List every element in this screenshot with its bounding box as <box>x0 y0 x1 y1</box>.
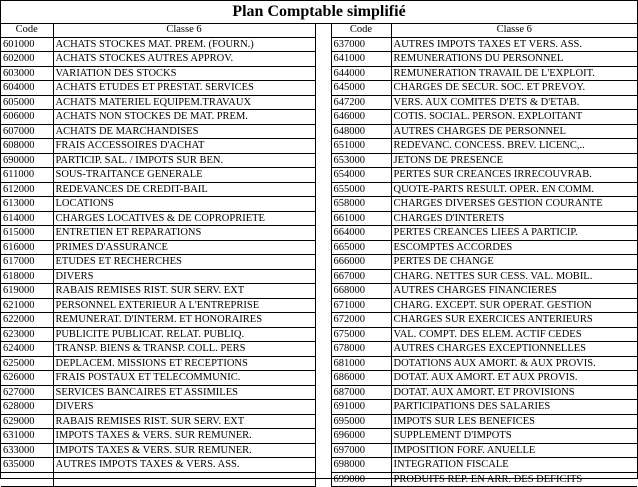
left-account-label: AUTRES IMPOTS TAXES & VERS. ASS. <box>53 458 315 473</box>
table-row <box>1 443 637 458</box>
column-gap <box>315 153 331 168</box>
table-row <box>1 211 637 226</box>
header-row <box>1 23 637 37</box>
left-account-code: 607000 <box>1 124 53 139</box>
accounts-table <box>1 23 637 487</box>
left-account-label: ACHATS STOCKES AUTRES APPROV. <box>53 52 315 67</box>
column-gap <box>315 443 331 458</box>
left-account-code: 603000 <box>1 66 53 81</box>
table-row <box>1 313 637 328</box>
right-classe-header: Classe 6 <box>391 23 637 37</box>
table-row <box>1 458 637 473</box>
column-gap <box>315 37 331 52</box>
left-account-code: 618000 <box>1 269 53 284</box>
right-account-code: 667000 <box>331 269 391 284</box>
column-gap <box>315 110 331 125</box>
right-account-label: JETONS DE PRESENCE <box>391 153 637 168</box>
table-row <box>1 95 637 110</box>
right-account-label: COTIS. SOCIAL. PERSON. EXPLOITANT <box>391 110 637 125</box>
right-account-code: 653000 <box>331 153 391 168</box>
right-account-code: 646000 <box>331 110 391 125</box>
right-account-code: 698000 <box>331 458 391 473</box>
left-account-code: 625000 <box>1 356 53 371</box>
column-gap <box>315 81 331 96</box>
page-title: Plan Comptable simplifié <box>1 1 637 24</box>
left-account-code: 617000 <box>1 255 53 270</box>
table-row <box>1 182 637 197</box>
right-account-label: REMUNERATIONS DU PERSONNEL <box>391 52 637 67</box>
left-account-code: 626000 <box>1 371 53 386</box>
left-account-code: 690000 <box>1 153 53 168</box>
table-row <box>1 226 637 241</box>
column-gap <box>315 298 331 313</box>
table-row <box>1 124 637 139</box>
right-account-code: 695000 <box>331 414 391 429</box>
column-gap <box>315 371 331 386</box>
left-account-label: PRIMES D'ASSURANCE <box>53 240 315 255</box>
left-account-code <box>1 472 53 487</box>
right-account-code: 648000 <box>331 124 391 139</box>
left-account-label: ACHATS DE MARCHANDISES <box>53 124 315 139</box>
column-gap <box>315 168 331 183</box>
right-account-label: DOTAT. AUX AMORT. ET AUX PROVIS. <box>391 371 637 386</box>
right-account-label: CHARGES DIVERSES GESTION COURANTE <box>391 197 637 212</box>
left-account-code: 623000 <box>1 327 53 342</box>
left-account-label: VARIATION DES STOCKS <box>53 66 315 81</box>
table-row <box>1 153 637 168</box>
right-code-header: Code <box>331 23 391 37</box>
left-account-label: REMUNERAT. D'INTERM. ET HONORAIRES <box>53 313 315 328</box>
table-row <box>1 284 637 299</box>
left-account-label: FRAIS POSTAUX ET TELECOMMUNIC. <box>53 371 315 386</box>
right-account-code: 675000 <box>331 327 391 342</box>
left-account-code: 615000 <box>1 226 53 241</box>
left-account-code: 624000 <box>1 342 53 357</box>
left-account-label: ACHATS ETUDES ET PRESTAT. SERVICES <box>53 81 315 96</box>
right-account-label: PERTES DE CHANGE <box>391 255 637 270</box>
column-gap <box>315 139 331 154</box>
table-row <box>1 298 637 313</box>
column-gap <box>315 385 331 400</box>
left-account-label: SOUS-TRAITANCE GENERALE <box>53 168 315 183</box>
column-gap <box>315 197 331 212</box>
right-account-code: 686000 <box>331 371 391 386</box>
right-account-code: 681000 <box>331 356 391 371</box>
left-account-label: SERVICES BANCAIRES ET ASSIMILES <box>53 385 315 400</box>
left-account-label: LOCATIONS <box>53 197 315 212</box>
left-account-label: REDEVANCES DE CREDIT-BAIL <box>53 182 315 197</box>
left-account-label: PARTICIP. SAL. / IMPOTS SUR BEN. <box>53 153 315 168</box>
column-gap <box>315 472 331 487</box>
left-account-label: DIVERS <box>53 400 315 415</box>
left-account-code: 608000 <box>1 139 53 154</box>
right-account-label: IMPOTS SUR LES BENEFICES <box>391 414 637 429</box>
left-account-label: ACHATS NON STOCKES DE MAT. PREM. <box>53 110 315 125</box>
right-account-code: 665000 <box>331 240 391 255</box>
left-account-label: IMPOTS TAXES & VERS. SUR REMUNER. <box>53 443 315 458</box>
right-account-label: CHARGES D'INTERETS <box>391 211 637 226</box>
table-row <box>1 342 637 357</box>
right-account-code: 647200 <box>331 95 391 110</box>
right-account-label: AUTRES IMPOTS TAXES ET VERS. ASS. <box>391 37 637 52</box>
table-row <box>1 327 637 342</box>
right-account-code: 671000 <box>331 298 391 313</box>
column-gap <box>315 458 331 473</box>
right-account-code: 696000 <box>331 429 391 444</box>
right-account-code: 691000 <box>331 400 391 415</box>
column-gap <box>315 23 331 37</box>
right-account-label: PRODUITS REP. EN ARR. DES DEFICITS <box>391 472 637 487</box>
table-row <box>1 472 637 487</box>
column-gap <box>315 240 331 255</box>
column-gap <box>315 226 331 241</box>
right-account-code: 687000 <box>331 385 391 400</box>
column-gap <box>315 211 331 226</box>
left-account-label: ETUDES ET RECHERCHES <box>53 255 315 270</box>
right-account-label: AUTRES CHARGES FINANCIERES <box>391 284 637 299</box>
left-classe-header: Classe 6 <box>53 23 315 37</box>
right-account-label: PERTES CREANCES LIEES A PARTICIP. <box>391 226 637 241</box>
left-account-code: 629000 <box>1 414 53 429</box>
right-account-code: 644000 <box>331 66 391 81</box>
left-account-label <box>53 472 315 487</box>
column-gap <box>315 66 331 81</box>
right-account-label: AUTRES CHARGES EXCEPTIONNELLES <box>391 342 637 357</box>
column-gap <box>315 124 331 139</box>
left-account-code: 633000 <box>1 443 53 458</box>
left-account-code: 621000 <box>1 298 53 313</box>
right-account-code: 697000 <box>331 443 391 458</box>
left-account-code: 611000 <box>1 168 53 183</box>
left-account-label: PERSONNEL EXTERIEUR A L'ENTREPRISE <box>53 298 315 313</box>
left-code-header: Code <box>1 23 53 37</box>
right-account-code: 664000 <box>331 226 391 241</box>
right-account-code: 645000 <box>331 81 391 96</box>
left-account-label: FRAIS ACCESSOIRES D'ACHAT <box>53 139 315 154</box>
right-account-code: 678000 <box>331 342 391 357</box>
left-account-code: 612000 <box>1 182 53 197</box>
table-row <box>1 110 637 125</box>
right-account-label: IMPOSITION FORF. ANUELLE <box>391 443 637 458</box>
column-gap <box>315 429 331 444</box>
left-account-code: 601000 <box>1 37 53 52</box>
table-row <box>1 429 637 444</box>
right-account-code: 655000 <box>331 182 391 197</box>
table-row <box>1 197 637 212</box>
right-account-label: REDEVANC. CONCESS. BREV. LICENC,.. <box>391 139 637 154</box>
left-account-code: 606000 <box>1 110 53 125</box>
right-account-code: 637000 <box>331 37 391 52</box>
left-account-code: 614000 <box>1 211 53 226</box>
column-gap <box>315 356 331 371</box>
column-gap <box>315 327 331 342</box>
left-account-label: ACHATS MATERIEL EQUIPEM.TRAVAUX <box>53 95 315 110</box>
right-account-code: 654000 <box>331 168 391 183</box>
table-row <box>1 356 637 371</box>
column-gap <box>315 255 331 270</box>
table-row <box>1 400 637 415</box>
left-account-code: 622000 <box>1 313 53 328</box>
right-account-code: 658000 <box>331 197 391 212</box>
right-account-label: CHARGES SUR EXERCICES ANTERIEURS <box>391 313 637 328</box>
right-account-code: 661000 <box>331 211 391 226</box>
right-account-label: ESCOMPTES ACCORDES <box>391 240 637 255</box>
left-account-code: 635000 <box>1 458 53 473</box>
table-row <box>1 240 637 255</box>
right-account-code: 651000 <box>331 139 391 154</box>
left-account-code: 631000 <box>1 429 53 444</box>
right-account-label: PARTICIPATIONS DES SALARIES <box>391 400 637 415</box>
left-account-label: CHARGES LOCATIVES & DE COPROPRIETE <box>53 211 315 226</box>
left-account-label: RABAIS REMISES RIST. SUR SERV. EXT <box>53 284 315 299</box>
right-account-label: VERS. AUX COMITES D'ETS & D'ETAB. <box>391 95 637 110</box>
right-account-label: REMUNERATION TRAVAIL DE L'EXPLOIT. <box>391 66 637 81</box>
column-gap <box>315 284 331 299</box>
left-account-label: DIVERS <box>53 269 315 284</box>
table-row <box>1 269 637 284</box>
table-row <box>1 168 637 183</box>
right-account-code: 641000 <box>331 52 391 67</box>
right-account-label: PERTES SUR CREANCES IRRECOUVRAB. <box>391 168 637 183</box>
left-account-code: 613000 <box>1 197 53 212</box>
right-account-label: CHARGES DE SECUR. SOC. ET PREVOY. <box>391 81 637 96</box>
table-row <box>1 371 637 386</box>
column-gap <box>315 400 331 415</box>
left-account-label: ACHATS STOCKES MAT. PREM. (FOURN.) <box>53 37 315 52</box>
left-account-code: 628000 <box>1 400 53 415</box>
left-account-label: RABAIS REMISES RIST. SUR SERV. EXT <box>53 414 315 429</box>
right-account-label: VAL. COMPT. DES ELEM. ACTIF CEDES <box>391 327 637 342</box>
right-account-label: CHARG. EXCEPT. SUR OPERAT. GESTION <box>391 298 637 313</box>
column-gap <box>315 313 331 328</box>
table-row <box>1 81 637 96</box>
column-gap <box>315 182 331 197</box>
right-account-label: DOTAT. AUX AMORT. ET PROVISIONS <box>391 385 637 400</box>
right-account-label: CHARG. NETTES SUR CESS. VAL. MOBIL. <box>391 269 637 284</box>
table-row <box>1 139 637 154</box>
right-account-code: 668000 <box>331 284 391 299</box>
table-row <box>1 66 637 81</box>
left-account-label: PUBLICITE PUBLICAT. RELAT. PUBLIQ. <box>53 327 315 342</box>
table-row <box>1 255 637 270</box>
table-row <box>1 385 637 400</box>
left-account-code: 604000 <box>1 81 53 96</box>
column-gap <box>315 342 331 357</box>
right-account-label: AUTRES CHARGES DE PERSONNEL <box>391 124 637 139</box>
left-account-label: DEPLACEM. MISSIONS ET RECEPTIONS <box>53 356 315 371</box>
right-account-label: SUPPLEMENT D'IMPOTS <box>391 429 637 444</box>
right-account-label: QUOTE-PARTS RESULT. OPER. EN COMM. <box>391 182 637 197</box>
right-account-code: 672000 <box>331 313 391 328</box>
left-account-label: IMPOTS TAXES & VERS. SUR REMUNER. <box>53 429 315 444</box>
right-account-label: INTEGRATION FISCALE <box>391 458 637 473</box>
table-row <box>1 414 637 429</box>
right-account-code: 666000 <box>331 255 391 270</box>
column-gap <box>315 269 331 284</box>
column-gap <box>315 95 331 110</box>
left-account-label: TRANSP. BIENS & TRANSP. COLL. PERS <box>53 342 315 357</box>
right-account-code: 699000 <box>331 472 391 487</box>
table-row <box>1 52 637 67</box>
column-gap <box>315 52 331 67</box>
table-row <box>1 37 637 52</box>
left-account-label: ENTRETIEN ET REPARATIONS <box>53 226 315 241</box>
right-account-label: DOTATIONS AUX AMORT. & AUX PROVIS. <box>391 356 637 371</box>
left-account-code: 627000 <box>1 385 53 400</box>
column-gap <box>315 414 331 429</box>
left-account-code: 602000 <box>1 52 53 67</box>
left-account-code: 605000 <box>1 95 53 110</box>
left-account-code: 619000 <box>1 284 53 299</box>
left-account-code: 616000 <box>1 240 53 255</box>
